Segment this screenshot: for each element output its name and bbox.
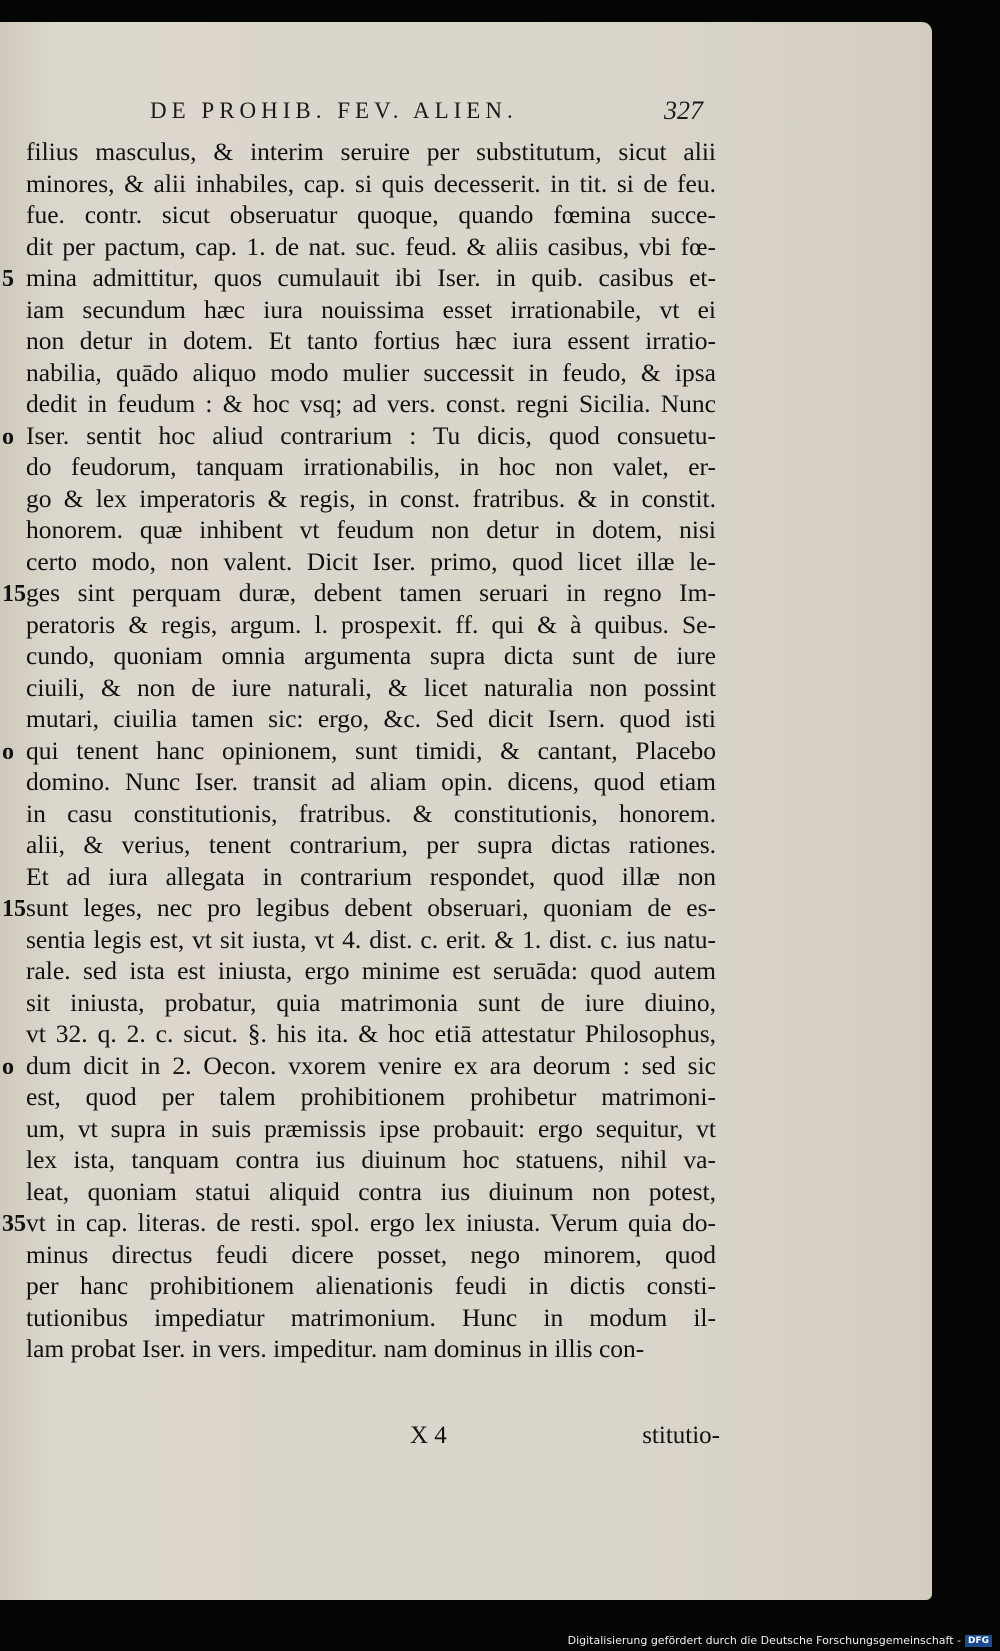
text-line: qui tenent hanc opinionem, sunt timidi, & cantant, Placebo	[26, 735, 716, 765]
text-line: dedit in feudum : & hoc vsq; ad vers. const. regni Sicilia. Nunc	[26, 389, 716, 418]
text-line: mutari, ciuilia tamen sic: ergo, &c. Sed dicit Isern. quod isti	[26, 704, 716, 733]
text-line: vt in cap. literas. de resti. spol. ergo lex iniusta. Verum quia do-	[26, 1208, 716, 1237]
margin-line-number: 5	[2, 266, 14, 292]
text-line: Et ad iura allegata in contrarium respondet, quod illæ non	[26, 861, 716, 891]
margin-line-number: o	[2, 1053, 14, 1080]
running-title: DE PROHIB. FEV. ALIEN.	[150, 98, 518, 123]
book-page	[0, 22, 932, 1600]
text-line: alii, & verius, tenent contrarium, per supra dictas rationes.	[26, 830, 716, 859]
text-line: cundo, quoniam omnia argumenta supra dicta sunt de iure	[26, 641, 716, 670]
text-line: ciuili, & non de iure naturali, & licet naturalia non possint	[26, 672, 716, 702]
text-line: do feudorum, tanquam irrationabilis, in hoc non valet, er-	[26, 452, 716, 481]
margin-line-number: 15	[2, 896, 26, 922]
text-line: nabilia, quādo aliquo modo mulier successit in feudo, & ipsa	[26, 357, 716, 387]
text-line: mina admittitur, quos cumulauit ibi Iser. in quib. casibus et-	[26, 263, 716, 292]
margin-line-number: o	[2, 738, 14, 765]
text-line: lex ista, tanquam contra ius diuinum hoc statuens, nihil va-	[26, 1145, 716, 1174]
credit-text: Digitalisierung gefördert durch die Deutsche Forschungsgemeinschaft -	[567, 1634, 961, 1647]
digitization-credit	[568, 1634, 992, 1647]
text-line: certo modo, non valent. Dicit Iser. primo, quod licet illæ le-	[26, 546, 716, 576]
text-line: sentia legis est, vt sit iusta, vt 4. dist. c. erit. & 1. dist. c. ius natu-	[26, 924, 716, 954]
text-line: filius masculus, & interim seruire per substitutum, sicut alii	[26, 137, 716, 166]
text-line: minores, & alii inhabiles, cap. si quis decesserit. in tit. si de feu.	[26, 168, 716, 198]
text-line: sunt leges, nec pro legibus debent obseruari, quoniam de es-	[26, 893, 716, 922]
text-line: dit per pactum, cap. 1. de nat. suc. feud. & aliis casibus, vbi fœ-	[26, 231, 716, 261]
text-line: go & lex imperatoris & regis, in const. fratribus. & in constit.	[26, 483, 716, 513]
text-line: rale. sed ista est iniusta, ergo minime est seruāda: quod autem	[26, 956, 716, 985]
margin-line-number: o	[2, 423, 14, 450]
text-line: iam secundum hæc iura nouissima esset irrationabile, vt ei	[26, 294, 716, 324]
text-line: Iser. sentit hoc aliud contrarium : Tu dicis, quod consuetu-	[26, 420, 716, 450]
catchword: stitutio-	[642, 1422, 720, 1449]
text-line: non detur in dotem. Et tanto fortius hæc iura essent irratio-	[26, 326, 716, 355]
text-line: est, quod per talem prohibitionem prohibetur matrimoni-	[26, 1082, 716, 1111]
text-line: tutionibus impediatur matrimonium. Hunc in modum il-	[26, 1302, 716, 1332]
text-line: in casu constitutionis, fratribus. & constitutionis, honorem.	[26, 798, 716, 828]
text-line: per hanc prohibitionem alienationis feudi in dictis consti-	[26, 1271, 716, 1300]
text-line: leat, quoniam statui aliquid contra ius diuinum non potest,	[26, 1176, 716, 1206]
text-line: peratoris & regis, argum. l. prospexit. ff. qui & à quibus. Se-	[26, 609, 716, 639]
page-number: 327	[664, 96, 703, 125]
text-line: ges sint perquam duræ, debent tamen seruari in regno Im-	[26, 578, 716, 607]
text-line: domino. Nunc Iser. transit ad aliam opin. dicens, quod etiam	[26, 767, 716, 796]
signature-mark: X 4	[410, 1422, 447, 1449]
text-block	[26, 136, 716, 1365]
text-line: honorem. quæ inhibent vt feudum non detur in dotem, nisi	[26, 515, 716, 544]
text-line: dum dicit in 2. Oecon. vxorem venire ex ara deorum : sed sic	[26, 1050, 716, 1080]
text-line: vt 32. q. 2. c. sicut. §. his ita. & hoc etiā attestatur Philosophus,	[26, 1019, 716, 1048]
margin-line-number: 35	[2, 1211, 26, 1237]
text-line: minus directus feudi dicere posset, nego minorem, quod	[26, 1239, 716, 1269]
margin-line-number: 15	[2, 581, 26, 607]
text-line: sit iniusta, probatur, quia matrimonia sunt de iure diuino,	[26, 987, 716, 1017]
dfg-logo-icon: DFG	[965, 1635, 992, 1647]
text-line: um, vt supra in suis præmissis ipse probauit: ergo sequitur, vt	[26, 1113, 716, 1143]
text-line: fue. contr. sicut obseruatur quoque, quando fœmina succe-	[26, 200, 716, 229]
text-line: lam probat Iser. in vers. impeditur. nam dominus in illis con-	[26, 1334, 645, 1363]
